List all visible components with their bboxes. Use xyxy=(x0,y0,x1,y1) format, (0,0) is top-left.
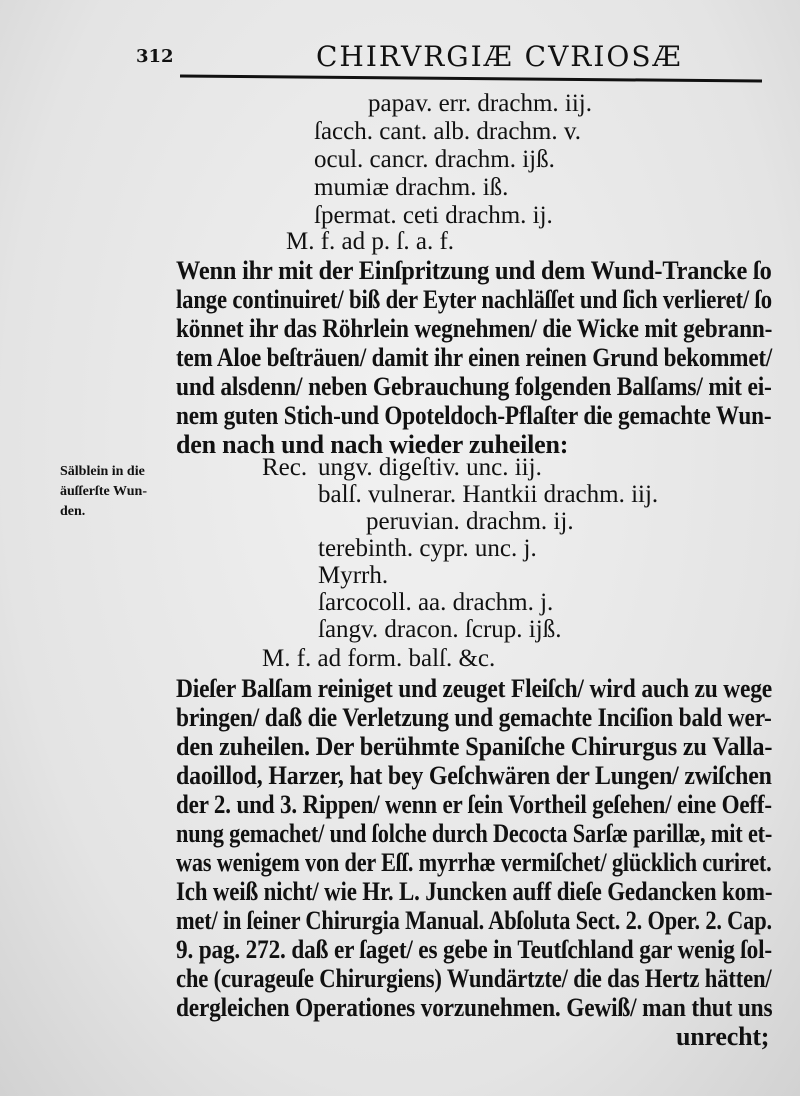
text-line: und alsdenn/ neben Gebrauchung folgenden Balſams/ mit ei- xyxy=(176,372,772,401)
running-title: CHIRVRGIÆ CVRIOSÆ xyxy=(316,40,683,73)
margin-note-line: Sälblein in die xyxy=(60,464,145,479)
text-line: den zuheilen. Der berühmte Spaniſche Chirurgus zu Valla- xyxy=(176,732,773,761)
recipe-line: ocul. cancr. drachm. ijß. xyxy=(314,146,555,173)
recipe-line: papav. err. drachm. iij. xyxy=(368,90,592,117)
text-line: 9. pag. 272. daß er ſaget/ es gebe in Teutſchland gar wenig ſol- xyxy=(176,935,772,964)
recipe-line: ſacch. cant. alb. drachm. v. xyxy=(314,118,582,145)
recipe-line: ungv. digeſtiv. unc. iij. xyxy=(318,454,542,481)
recipe-line: balſ. vulnerar. Hantkii drachm. iij. xyxy=(318,481,659,508)
text-line: Ich weiß nicht/ wie Hr. L. Juncken auff dieſe Gedancken kom- xyxy=(176,877,773,906)
text-line: Dieſer Balſam reiniget und zeuget Fleiſch/ wird auch zu wege xyxy=(176,674,773,703)
text-line: che (curageuſe Chirurgiens) Wundärtzte/ die das Hertz hätten/ xyxy=(176,964,772,993)
text-line: dergleichen Operationes vorzunehmen. Gewiß/ man thut uns xyxy=(176,993,773,1022)
margin-note xyxy=(60,462,158,522)
recipe-line: terebinth. cypr. unc. j. xyxy=(318,535,537,562)
text-line: nung gemachet/ und ſolche durch Decocta Sarſæ parillæ, mit et- xyxy=(176,819,773,848)
text-line: den nach und nach wieder zuheilen: xyxy=(176,430,569,459)
recipe-line: mumiæ drachm. iß. xyxy=(314,174,509,201)
recipe-formula: M. f. ad form. balſ. &c. xyxy=(262,645,496,672)
page-number: 312 xyxy=(136,46,174,67)
text-line: bringen/ daß die Verletzung und gemachte Inciſion bald wer- xyxy=(176,703,772,732)
recipe-line: ſpermat. ceti drachm. ij. xyxy=(314,202,553,229)
recipe-formula: M. f. ad p. ſ. a. f. xyxy=(286,228,455,255)
recipe-line: ſarcocoll. aa. drachm. j. xyxy=(318,589,554,616)
recipe-line: peruvian. drachm. ij. xyxy=(366,508,574,535)
recipe-line: Myrrh. xyxy=(318,562,389,589)
catchword: unrecht; xyxy=(676,1022,770,1051)
header-rule xyxy=(180,74,762,82)
text-line: Wenn ihr mit der Einſpritzung und dem Wund-Trancke ſo xyxy=(176,256,772,285)
text-line: met/ in ſeiner Chirurgia Manual. Abſoluta Sect. 2. Oper. 2. Cap. xyxy=(176,906,772,935)
recipe-rec: Rec. xyxy=(262,454,308,481)
text-line: was wenigem von der Eſſ. myrrhæ vermiſchet/ glücklich curiret. xyxy=(176,848,772,877)
text-line: daoillod, Harzer, hat bey Geſchwären der Lungen/ zwiſchen xyxy=(176,761,772,790)
margin-note-line: den. xyxy=(60,504,86,519)
text-line: könnet ihr das Röhrlein wegnehmen/ die Wicke mit gebrann- xyxy=(176,314,773,343)
text-line: tem Aloe beſträuen/ damit ihr einen reinen Grund bekommet/ xyxy=(176,343,773,372)
text-line: der 2. und 3. Rippen/ wenn er ſein Vortheil geſehen/ eine Oeff- xyxy=(176,790,772,819)
recipe-line: ſangv. dracon. ſcrup. ijß. xyxy=(318,616,562,643)
text-line: nem guten Stich-und Opoteldoch-Pflaſter die gemachte Wun- xyxy=(176,401,772,430)
margin-note-line: äuſſerſte Wun- xyxy=(60,484,147,499)
text-line: lange continuiret/ biß der Eyter nachläſſet und ſich verlieret/ ſo xyxy=(176,285,772,314)
